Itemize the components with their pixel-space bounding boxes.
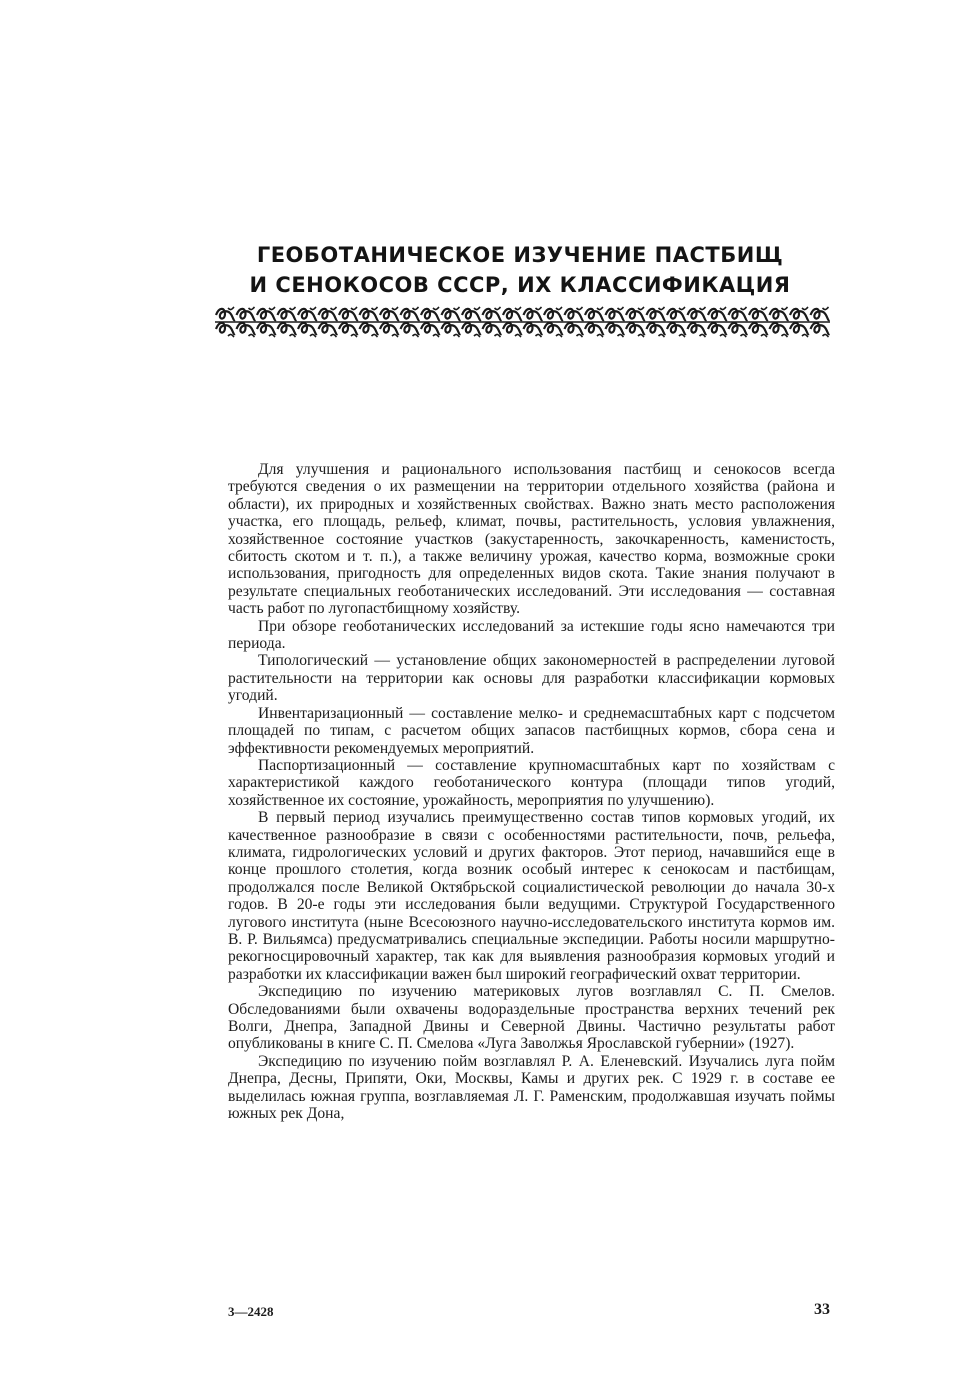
chapter-title: [220, 240, 820, 300]
paragraph: Паспортизационный — составление крупномасштабных карт по хозяйствам с характеристикой каждого геоботанического контура (площади типов угодий, хозяйственное их состояние, урожайность, мероприятия по улучшению).: [228, 756, 835, 809]
chapter-title-line-1: ГЕОБОТАНИЧЕСКОЕ ИЗУЧЕНИЕ ПАСТБИЩ: [256, 243, 784, 267]
paragraph: Типологический — установление общих закономерностей в распределении луговой растительности на территории как основы для разработки классификации кормовых угодий.: [228, 652, 835, 705]
paragraph: При обзоре геоботанических исследований за истекшие годы ясно намечаются три периода.: [228, 617, 835, 653]
decorative-ornament-border: [215, 305, 830, 339]
paragraph: В первый период изучались преимущественно состав типов кормовых угодий, их качественное разнообразие в связи с особенностями растительности, почв, рельефа, климата, гидрологических условий и других факторов. Этот период, начавшийся еще в конце прошлого столетия, когда возник особый интерес к сенокосам и пастбищам, продолжался после Великой Октябрьской социалистической революции до начала 30-х годов. В 20-е годы эти исследования были ведущими. Структурой Государственного лугового института (ныне Всесоюзного научно-исследовательского института кормов им. В. Р. Вильямса) предусматривались специальные экспедиции. Работы носили маршрутно-рекогносцировочный характер, так как для выявления разнообразия кормовых угодий и разработки их классификации важен был широкий географический охват территории.: [228, 809, 835, 983]
page-number: 33: [814, 1301, 830, 1318]
paragraph: Экспедицию по изучению материковых лугов возглавлял С. П. Смелов. Обследованиями были охвачены водораздельные пространства верхних течений рек Волги, Днепра, Западной Двины и Северной Двины. Частично результаты работ опубликованы в книге С. П. Смелова «Луга Заволжья Ярославской губернии» (1927).: [228, 983, 835, 1053]
paragraph: Для улучшения и рационального использования пастбищ и сенокосов всегда требуются сведения о их размещении на территории отдельного хозяйства (района и области), их природных и хозяйственных свойствах. Важно знать место расположения участка, его площадь, рельеф, климат, почвы, растительность, условия увлажнения, хозяйственное состояние участков (закустаренность, закочкаренность, каменистость, сбитость скотом и т. п.), а также величину урожая, качество корма, возможные сроки использования, пригодность для определенных видов скота. Такие знания получают в результате специальных геоботанических исследований. Эти исследования — составная часть работ по лугопастбищному хозяйству.: [228, 461, 835, 618]
chapter-title-line-2: И СЕНОКОСОВ СССР, ИХ КЛАССИФИКАЦИЯ: [249, 273, 791, 297]
paragraph: Экспедицию по изучению пойм возглавлял Р. А. Еленевский. Изучались луга пойм Днепра, Десны, Припяти, Оки, Москвы, Камы и других рек. С 1929 г. в составе ее выделилась южная группа, возглавляемая Л. Г. Раменским, продолжавшая изучать поймы южных рек Дона,: [228, 1052, 835, 1123]
article-body: [228, 461, 835, 1122]
printer-signature-mark: 3—2428: [228, 1304, 274, 1319]
paragraph: Инвентаризационный — составление мелко- и среднемасштабных карт с подсчетом площадей по типам, с расчетом общих запасов пастбищных кормов, сбора сена и эффективности рекомендуемых мероприятий.: [228, 704, 835, 757]
